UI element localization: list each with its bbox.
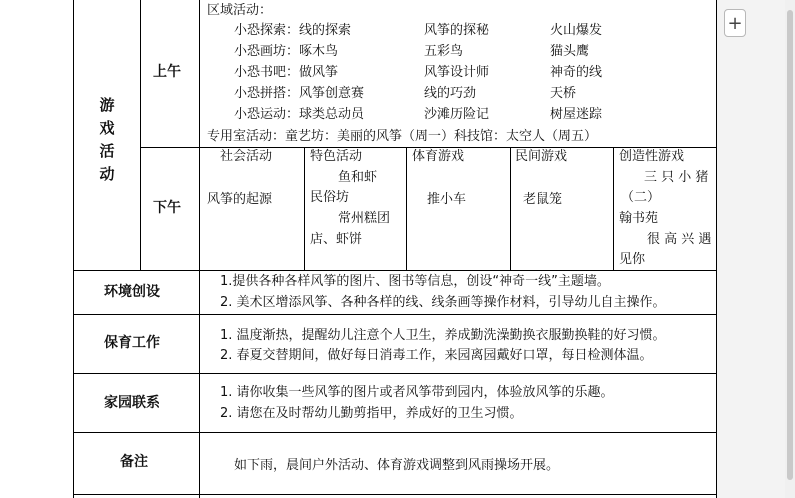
environment-item: 2. 美术区增添风筝、各种各样的线、线条画等操作材料，引导幼儿自主操作。 [220, 295, 666, 310]
add-row-button[interactable] [724, 9, 746, 37]
area-row-3-col-2: 风筝设计师 [424, 65, 490, 80]
area-row-4-col-3: 天桥 [550, 86, 577, 101]
area-row-5-col-1: 小恐运动：球类总动员 [234, 107, 365, 122]
area-row-1-col-2: 风筝的探秘 [424, 23, 490, 38]
creative-game-header: 创造性游戏 [619, 149, 685, 164]
plus-icon: + [727, 12, 743, 34]
social-activity-item: 风筝的起源 [207, 192, 273, 207]
folk-game-item: 老鼠笼 [523, 192, 563, 207]
special-room-activity: 专用室活动：童艺坊：美丽的风筝（周一）科技馆：太空人（周五） [207, 129, 598, 144]
divider [406, 147, 407, 270]
social-activity-header: 社会活动 [220, 149, 273, 164]
environment-label: 环境创设 [104, 284, 160, 300]
care-work-label: 保育工作 [104, 335, 160, 351]
creative-game-line: 很 高 兴 遇 [647, 232, 712, 247]
home-contact-item: 2. 请您在及时帮幼儿勤剪指甲，养成好的卫生习惯。 [220, 406, 523, 421]
care-work-item: 1. 温度渐热，提醒幼儿注意个人卫生，养成勤洗澡勤换衣服勤换鞋的好习惯。 [220, 328, 666, 343]
area-activity-title: 区域活动： [207, 3, 273, 18]
page-margin [716, 0, 795, 498]
area-row-2-col-3: 猫头鹰 [550, 44, 590, 59]
feature-activity-line: 鱼和虾 [338, 170, 378, 185]
creative-game-line: （二） [621, 190, 661, 205]
afternoon-label: 下午 [153, 200, 181, 216]
creative-game-line: 三 只 小 猪 [644, 170, 709, 185]
area-row-3-col-1: 小恐书吧：做风筝 [234, 65, 339, 80]
table-border-left [73, 0, 74, 498]
area-row-3-col-3: 神奇的线 [550, 65, 603, 80]
remarks-label: 备注 [120, 454, 148, 470]
area-row-5-col-2: 沙滩历险记 [424, 107, 490, 122]
divider [73, 373, 717, 374]
divider [304, 147, 305, 270]
area-row-4-col-2: 线的巧劲 [424, 86, 477, 101]
morning-label: 上午 [153, 64, 181, 80]
creative-game-line: 翰书苑 [619, 211, 659, 226]
feature-activity-line: 店、虾饼 [310, 232, 363, 247]
area-row-4-col-1: 小恐拼搭：风筝创意赛 [234, 86, 365, 101]
divider [73, 432, 717, 433]
divider [510, 147, 511, 270]
scrollbar-thumb[interactable] [787, 10, 793, 480]
home-contact-label: 家园联系 [104, 395, 160, 411]
area-row-2-col-2: 五彩鸟 [424, 44, 464, 59]
divider [73, 314, 717, 315]
divider [199, 0, 200, 498]
area-row-5-col-3: 树屋迷踪 [550, 107, 603, 122]
feature-activity-header: 特色活动 [310, 149, 363, 164]
sports-game-item: 推小车 [427, 192, 467, 207]
remarks-text: 如下雨，晨间户外活动、体育游戏调整到风雨操场开展。 [234, 458, 560, 473]
environment-item: 1.提供各种各样风筝的图片、图书等信息，创设“神奇一线”主题墙。 [220, 274, 610, 289]
area-row-1-col-1: 小恐探索：线的探索 [234, 23, 352, 38]
feature-activity-line: 民俗坊 [310, 190, 350, 205]
creative-game-line: 见你 [619, 252, 646, 267]
divider [140, 0, 141, 270]
divider [73, 270, 717, 271]
table-border-right [716, 0, 717, 498]
care-work-item: 2. 春夏交替期间，做好每日消毒工作，来园离园戴好口罩，每日检测体温。 [220, 348, 653, 363]
folk-game-header: 民间游戏 [515, 149, 568, 164]
area-row-2-col-1: 小恐画坊：啄木鸟 [234, 44, 339, 59]
sports-game-header: 体育游戏 [412, 149, 465, 164]
area-row-1-col-3: 火山爆发 [550, 23, 603, 38]
game-activity-label: 游戏活动 [99, 96, 115, 183]
home-contact-item: 1. 请你收集一些风筝的图片或者风筝带到园内，体验放风筝的乐趣。 [220, 385, 614, 400]
feature-activity-line: 常州糕团 [338, 211, 391, 226]
divider [613, 147, 614, 270]
table-border-bottom [73, 494, 717, 495]
